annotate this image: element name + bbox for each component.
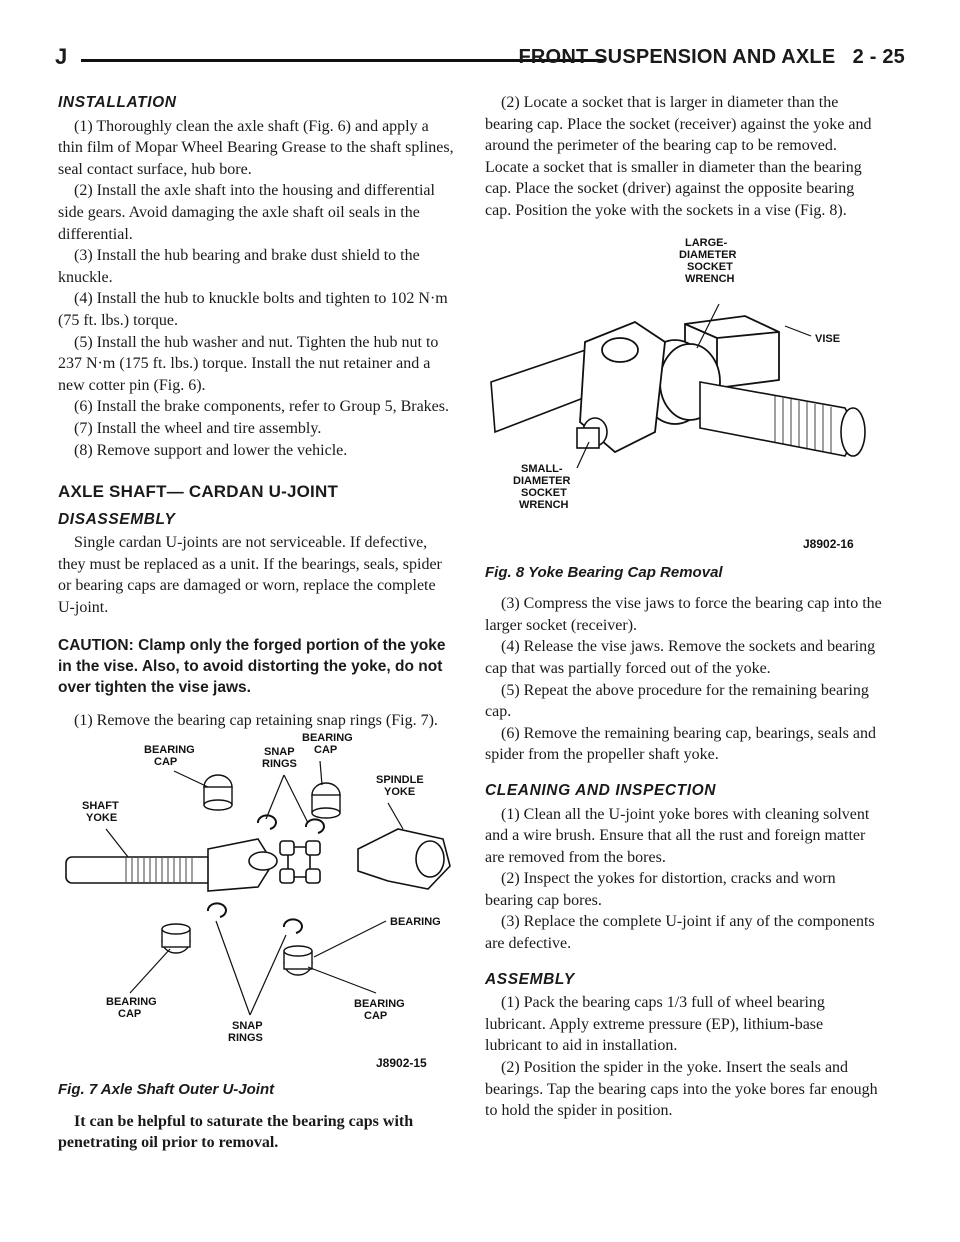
assembly-step: (1) Pack the bearing caps 1/3 full of wheel bearing lubricant. Apply extreme pressure (EP), lithium-base lubricant to aid in installation. — [485, 994, 825, 1055]
disassembly-step: (4) Release the vise jaws. Remove the sockets and bearing cap that was partially forced out of the yoke. — [485, 638, 876, 677]
spindle-yoke-drawing — [358, 829, 450, 889]
u-joint-exploded-illustration — [58, 731, 456, 1079]
cleaning-step: (1) Clean all the U-joint yoke bores with cleaning solvent and a wire brush. Ensure that all the rust and foreign matter are removed from the bores. — [485, 805, 870, 866]
installation-step: (4) Install the hub to knuckle bolts and tighten to 102 N·m (75 ft. lbs.) torque. — [58, 290, 448, 329]
label-large-diameter-socket-wrench: LARGE-DIAMETER SOCKET WRENCH — [679, 236, 737, 285]
label-spindle-yoke: SPINDLE YOKE — [376, 774, 424, 799]
caution-note: CAUTION: Clamp only the forged portion of the yoke in the vise. Also, to avoid distorting the yoke, do not over tighten the vise jaws. — [58, 636, 446, 696]
installation-heading: INSTALLATION — [58, 94, 177, 111]
label-snap-rings: SNAP RINGS — [228, 1020, 263, 1045]
disassembly-step: (6) Remove the remaining bearing cap, bearings, seals and spider from the propeller shaft yoke. — [485, 724, 876, 764]
label-small-diameter-socket-wrench: SMALL-DIAMETER SOCKET WRENCH — [513, 462, 571, 511]
page-number: 2 - 25 — [852, 46, 905, 68]
label-bearing-cap: BEARING CAP — [354, 998, 405, 1023]
disassembly-step: (2) Locate a socket that is larger in diameter than the bearing cap. Place the socket (receiver) against the yoke and around the perimeter of the bearing cap to be removed. Locate a socket that is smaller in diameter than the bearing cap. Place the socket (driver) against the opposite bearing cap. Position the yoke with the sockets in a vise (Fig. 8). — [485, 94, 872, 219]
spider-drawing — [280, 841, 320, 883]
installation-step: (6) Install the brake components, refer to Group 5, Brakes. — [74, 398, 449, 416]
installation-step: (8) Remove support and lower the vehicle. — [74, 441, 348, 459]
label-bearing-cap: BEARING CAP — [302, 732, 353, 757]
splined-shaft-drawing — [700, 382, 865, 456]
label-shaft-yoke: SHAFT YOKE — [82, 800, 119, 825]
chapter-title: FRONT SUSPENSION AND AXLE — [518, 46, 836, 68]
label-bearing: BEARING — [390, 916, 441, 929]
yoke-bearing-cap-removal-illustration — [485, 232, 883, 562]
label-bearing-cap: BEARING CAP — [106, 996, 157, 1021]
cleaning-step: (3) Replace the complete U-joint if any of the components are defective. — [485, 913, 875, 953]
right-column — [485, 92, 883, 1122]
label-bearing-cap: BEARING CAP — [144, 744, 195, 769]
installation-step: (1) Thoroughly clean the axle shaft (Fig. 6) and apply a thin film of Mopar Wheel Bearing Grease to the shaft splines, seal contact surface, hub bore. — [58, 117, 454, 178]
disassembly-step: (1) Remove the bearing cap retaining snap rings (Fig. 7). — [74, 711, 438, 729]
figure-7-caption: Fig. 7 Axle Shaft Outer U-Joint — [58, 1081, 275, 1099]
section-letter: J — [55, 44, 68, 69]
page-header — [55, 44, 905, 74]
figure-8 — [485, 232, 883, 562]
installation-step: (5) Install the hub washer and nut. Tighten the hub nut to 237 N·m (175 ft. lbs.) torque. Install the nut retainer and a new cotter pin (Fig. 6). — [58, 333, 439, 394]
disassembly-heading: DISASSEMBLY — [58, 510, 176, 528]
header-title — [519, 46, 906, 69]
figure-code: J8902-16 — [803, 536, 854, 551]
cleaning-step: (2) Inspect the yokes for distortion, cracks and worn bearing cap bores. — [485, 870, 836, 909]
figure-8-caption: Fig. 8 Yoke Bearing Cap Removal — [485, 563, 723, 581]
installation-step: (2) Install the axle shaft into the housing and differential side gears. Avoid damaging the axle shaft oil seals in the differential. — [58, 182, 435, 243]
installation-step: (3) Install the hub bearing and brake dust shield to the knuckle. — [58, 247, 420, 286]
section-title: AXLE SHAFT— CARDAN U-JOINT — [58, 482, 339, 502]
assembly-heading: ASSEMBLY — [485, 970, 575, 988]
label-snap-rings: SNAP RINGS — [262, 746, 297, 771]
assembly-step: (2) Position the spider in the yoke. Insert the seals and bearings. Tap the bearing caps into the yoke bores far enough to hold the spider in position. — [485, 1059, 878, 1120]
penetrating-oil-tip: It can be helpful to saturate the bearing caps with penetrating oil prior to removal. — [58, 1112, 414, 1152]
disassembly-step: (5) Repeat the above procedure for the remaining bearing cap. — [485, 681, 869, 721]
left-column — [58, 92, 456, 1154]
installation-step: (7) Install the wheel and tire assembly. — [74, 419, 322, 437]
shaft-yoke-drawing — [66, 839, 277, 891]
disassembly-intro: Single cardan U-joints are not serviceable. If defective, they must be replaced as a unit. If the bearings, seals, spider or bearing caps are damaged or worn, replace the complete U-joint. — [58, 534, 442, 617]
disassembly-step: (3) Compress the vise jaws to force the bearing cap into the larger socket (receiver). — [485, 595, 882, 634]
figure-7 — [58, 731, 456, 1079]
label-vise: VISE — [815, 332, 841, 345]
cleaning-heading: CLEANING AND INSPECTION — [485, 781, 717, 799]
figure-code: J8902-15 — [376, 1056, 427, 1071]
